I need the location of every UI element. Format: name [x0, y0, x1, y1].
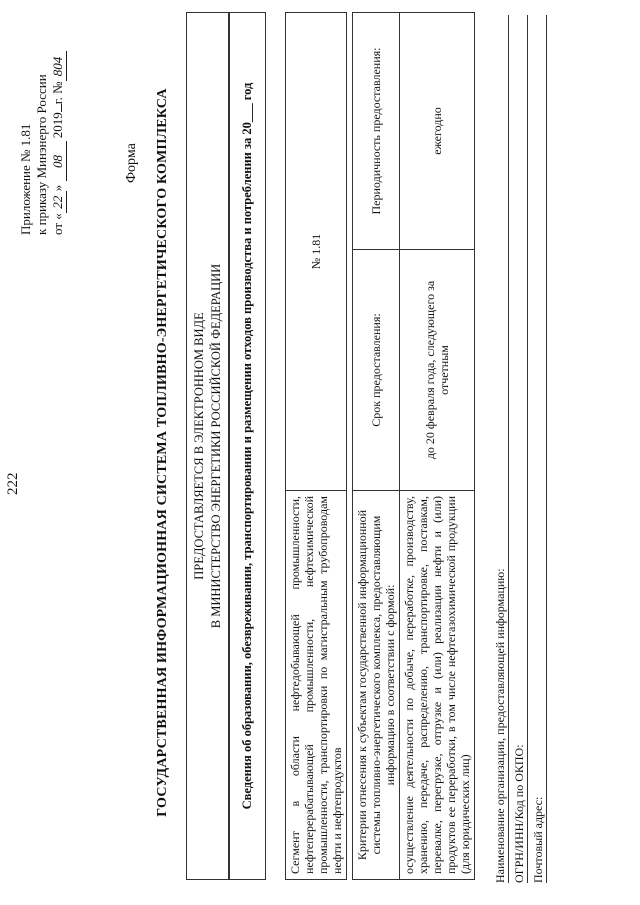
date-month: 08	[50, 141, 67, 181]
submission-line-1: ПРЕДОСТАВЛЯЕТСЯ В ЭЛЕКТРОННОМ ВИДЕ	[192, 312, 206, 580]
address-row	[528, 15, 547, 883]
page-number: 222	[5, 472, 21, 495]
organization-info	[490, 15, 547, 883]
org-name-row	[490, 15, 509, 883]
date-prefix: от «	[50, 213, 65, 235]
appendix-order: к приказу Минэнерго России	[34, 74, 49, 235]
periodicity-text: ежегодно	[400, 13, 475, 250]
segment-cell: Сегмент в области нефтедобывающей промышленности, нефтеперерабатывающей промышленности, нефтехимической промышленности, транспортировки по магистральным трубопроводам нефти и нефтепродуктов	[286, 491, 347, 880]
system-title: ГОСУДАРСТВЕННАЯ ИНФОРМАЦИОННАЯ СИСТЕМА ТОПЛИВНО-ЭНЕРГЕТИЧЕСКОГО КОМПЛЕКСА	[155, 88, 170, 817]
criteria-text: осуществление деятельности по добыче, переработке, производству, хранению, передаче, распределению, транспортировке, поставкам, перевалке, перегрузке, отгрузке и (или) реализации нефти и (или) продуктов ее переработки, в том числе нефтегазохимической продукции (для юридических лиц)	[400, 491, 475, 880]
criteria-header: Критерии отнесения к субъектам государственной информационной системы топливно-энергетического комплекса, предоставляющим информацию в соответствии с формой:	[353, 491, 400, 880]
deadline-text: до 20 февраля года, следующего за отчетным	[400, 250, 475, 491]
form-label: Форма	[124, 143, 139, 183]
segment-table	[285, 12, 347, 880]
date-day: 22	[50, 191, 67, 213]
submission-box	[186, 12, 230, 880]
appendix-number: Приложение № 1.81	[18, 123, 33, 235]
date-year-digit	[61, 104, 62, 112]
date-year: 2019	[50, 112, 65, 142]
date-mid: »	[50, 181, 65, 192]
appendix-date	[50, 15, 67, 235]
periodicity-header: Периодичность предоставления:	[353, 13, 400, 250]
criteria-table	[352, 12, 475, 880]
address-label: Почтовый адрес:	[531, 796, 545, 883]
order-number: 804	[50, 51, 67, 81]
form-number: № 1.81	[286, 13, 347, 491]
submission-line-2: В МИНИСТЕРСТВО ЭНЕРГЕТИКИ РОССИЙСКОЙ ФЕДЕРАЦИИ	[209, 263, 223, 629]
report-title-box	[228, 12, 266, 880]
report-title: Сведения об образовании, обезвреживании, транспортировании и размещении отходов производства и потреблении за 20___ год	[229, 13, 266, 880]
ogrn-label: ОГРН/ИНН/Код по ОКПО:	[512, 744, 526, 883]
appendix-header	[18, 15, 67, 235]
deadline-header: Срок предоставления:	[353, 250, 400, 491]
date-year-suffix: г. №	[50, 81, 65, 105]
org-name-label: Наименование организации, предоставляющей информацию:	[493, 568, 507, 883]
ogrn-row	[509, 15, 528, 883]
submission-cell	[187, 13, 230, 880]
